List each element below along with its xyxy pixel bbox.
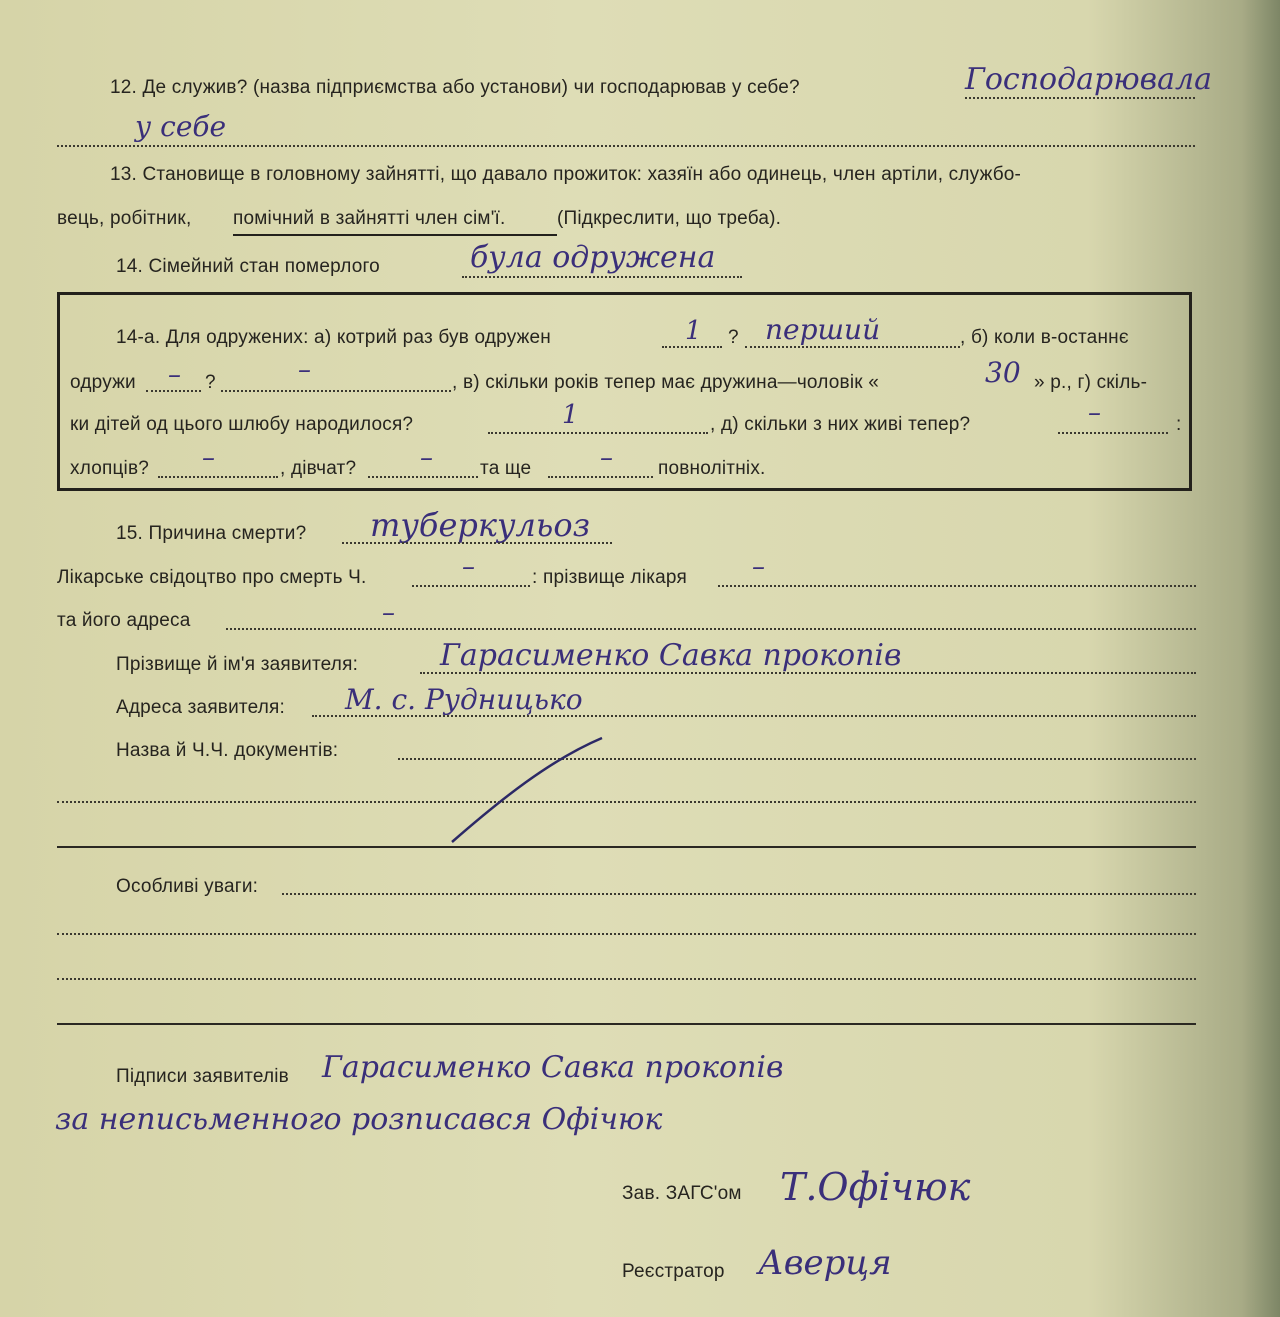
q14a-line3-c: : [1176, 414, 1182, 435]
q15-cert-label: Лікарське свідоцтво про смерть Ч. [57, 567, 367, 588]
q15-doctor-label: : прізвище лікаря [532, 567, 687, 588]
q14a-dots-4 [221, 390, 451, 392]
q14-line [462, 276, 742, 278]
q15-line [342, 542, 612, 544]
q13-line-2c: (Підкреслити, що треба). [557, 208, 782, 229]
applicant-addr-answer: М. с. Рудницько [345, 683, 583, 716]
q14a-answer-age: 30 [985, 356, 1021, 389]
notes-rule [57, 1023, 1196, 1025]
head-signature: Т.Офічюк [780, 1165, 971, 1209]
q12-answer-2: у себе [135, 110, 227, 143]
q14a-line4-d: повнолітніх. [658, 458, 766, 479]
q13-underline [233, 234, 557, 236]
q15-doctor-answer: – [752, 552, 765, 582]
q13-line-1: 13. Становище в головному зайнятті, що давало прожиток: хазяїн або одинець, член артіли, службо- [110, 164, 1022, 185]
notes-dots-3 [57, 978, 1196, 980]
q14a-dots-5 [488, 432, 708, 434]
applicant-name-dots [420, 672, 1196, 674]
q14a-dots-1 [662, 346, 722, 348]
q15-addr-answer: – [382, 598, 395, 628]
q14a-answer-dash1: – [168, 360, 181, 390]
q14a-line4-c: та ще [480, 458, 532, 479]
applicant-addr-dots [312, 715, 1196, 717]
q12-answer: Господарювала [965, 62, 1212, 97]
q14-label: 14. Сімейний стан померлого [116, 256, 380, 277]
q14a-line1-a: 14-а. Для одружених: а) котрий раз був одружен [116, 327, 551, 348]
q14a-line2-c: , в) скільки років тепер має дружина—чоловік « [452, 372, 880, 393]
notes-dots-2 [57, 933, 1196, 935]
q14a-line3-b: , д) скільки з них живі тепер? [710, 414, 971, 435]
q14a-line1-c: , б) коли в-останнє [960, 327, 1129, 348]
reg-label: Реєстратор [622, 1261, 725, 1282]
q14-answer: була одружена [470, 240, 716, 275]
q15-cert-answer: – [462, 552, 475, 582]
q14a-line4-b: , дівчат? [280, 458, 357, 479]
notes-label: Особливі уваги: [116, 876, 259, 897]
q14a-answer-adult: – [600, 443, 613, 473]
cross-out-stroke [440, 730, 620, 850]
q14a-dots-7 [158, 476, 278, 478]
applicant-rule [57, 846, 1196, 848]
q15-addr-label: та його адреса [57, 610, 191, 631]
q14a-line2-a: одружи [70, 372, 136, 393]
applicant-docs-dots-2 [57, 801, 1196, 803]
q14a-answer-alive: – [1088, 398, 1101, 428]
q14a-line4-a: хлопців? [70, 458, 150, 479]
applicant-addr-label: Адреса заявителя: [116, 697, 285, 718]
q14a-answer-times: 1 [685, 316, 702, 346]
applicant-name-label: Прізвище й ім'я заявителя: [116, 654, 359, 675]
q14a-answer-boys: – [202, 443, 215, 473]
applicant-name-answer: Гарасименко Савка прокопів [440, 638, 902, 673]
q14a-answer-children: 1 [562, 400, 579, 430]
q14a-dots-6 [1058, 432, 1168, 434]
q14a-line3-a: ки дітей од цього шлюбу народилося? [70, 414, 414, 435]
q14a-answer-first: перший [765, 313, 881, 346]
head-label: Зав. ЗАГС'ом [622, 1183, 742, 1204]
q14a-dots-2 [745, 346, 960, 348]
q14a-answer-dash2: – [298, 355, 311, 385]
q14a-line2-d: » р., г) скіль- [1034, 372, 1148, 393]
sign-label: Підписи заявителів [116, 1066, 289, 1087]
q15-label: 15. Причина смерти? [116, 523, 307, 544]
q13-line-2b: помічний в зайнятті член сім'ї. [233, 208, 506, 229]
notes-dots-1 [282, 893, 1196, 895]
sign-note: за неписьменного розписався Офічюк [55, 1102, 663, 1137]
q12-line-2 [57, 145, 1195, 147]
q14a-answer-girls: – [420, 443, 433, 473]
q14a-dots-9 [548, 476, 653, 478]
q15-answer: туберкульоз [370, 506, 591, 544]
reg-signature: Аверця [758, 1243, 892, 1283]
q15-addr-dots [226, 628, 1196, 630]
sign-answer: Гарасименко Савка прокопів [322, 1050, 784, 1085]
q12-label: 12. Де служив? (назва підприємства або установи) чи господарював у себе? [110, 77, 800, 98]
q14a-dots-3 [146, 390, 201, 392]
q13-line-2a: вець, робітник, [57, 208, 192, 229]
q15-doctor-dots [718, 585, 1196, 587]
q14a-line2-b: ? [205, 372, 216, 393]
q14a-dots-8 [368, 476, 478, 478]
applicant-docs-label: Назва й Ч.Ч. документів: [116, 740, 339, 761]
q12-line-1 [965, 97, 1195, 99]
q14a-line1-b: ? [728, 327, 739, 348]
q15-cert-dots [412, 585, 530, 587]
